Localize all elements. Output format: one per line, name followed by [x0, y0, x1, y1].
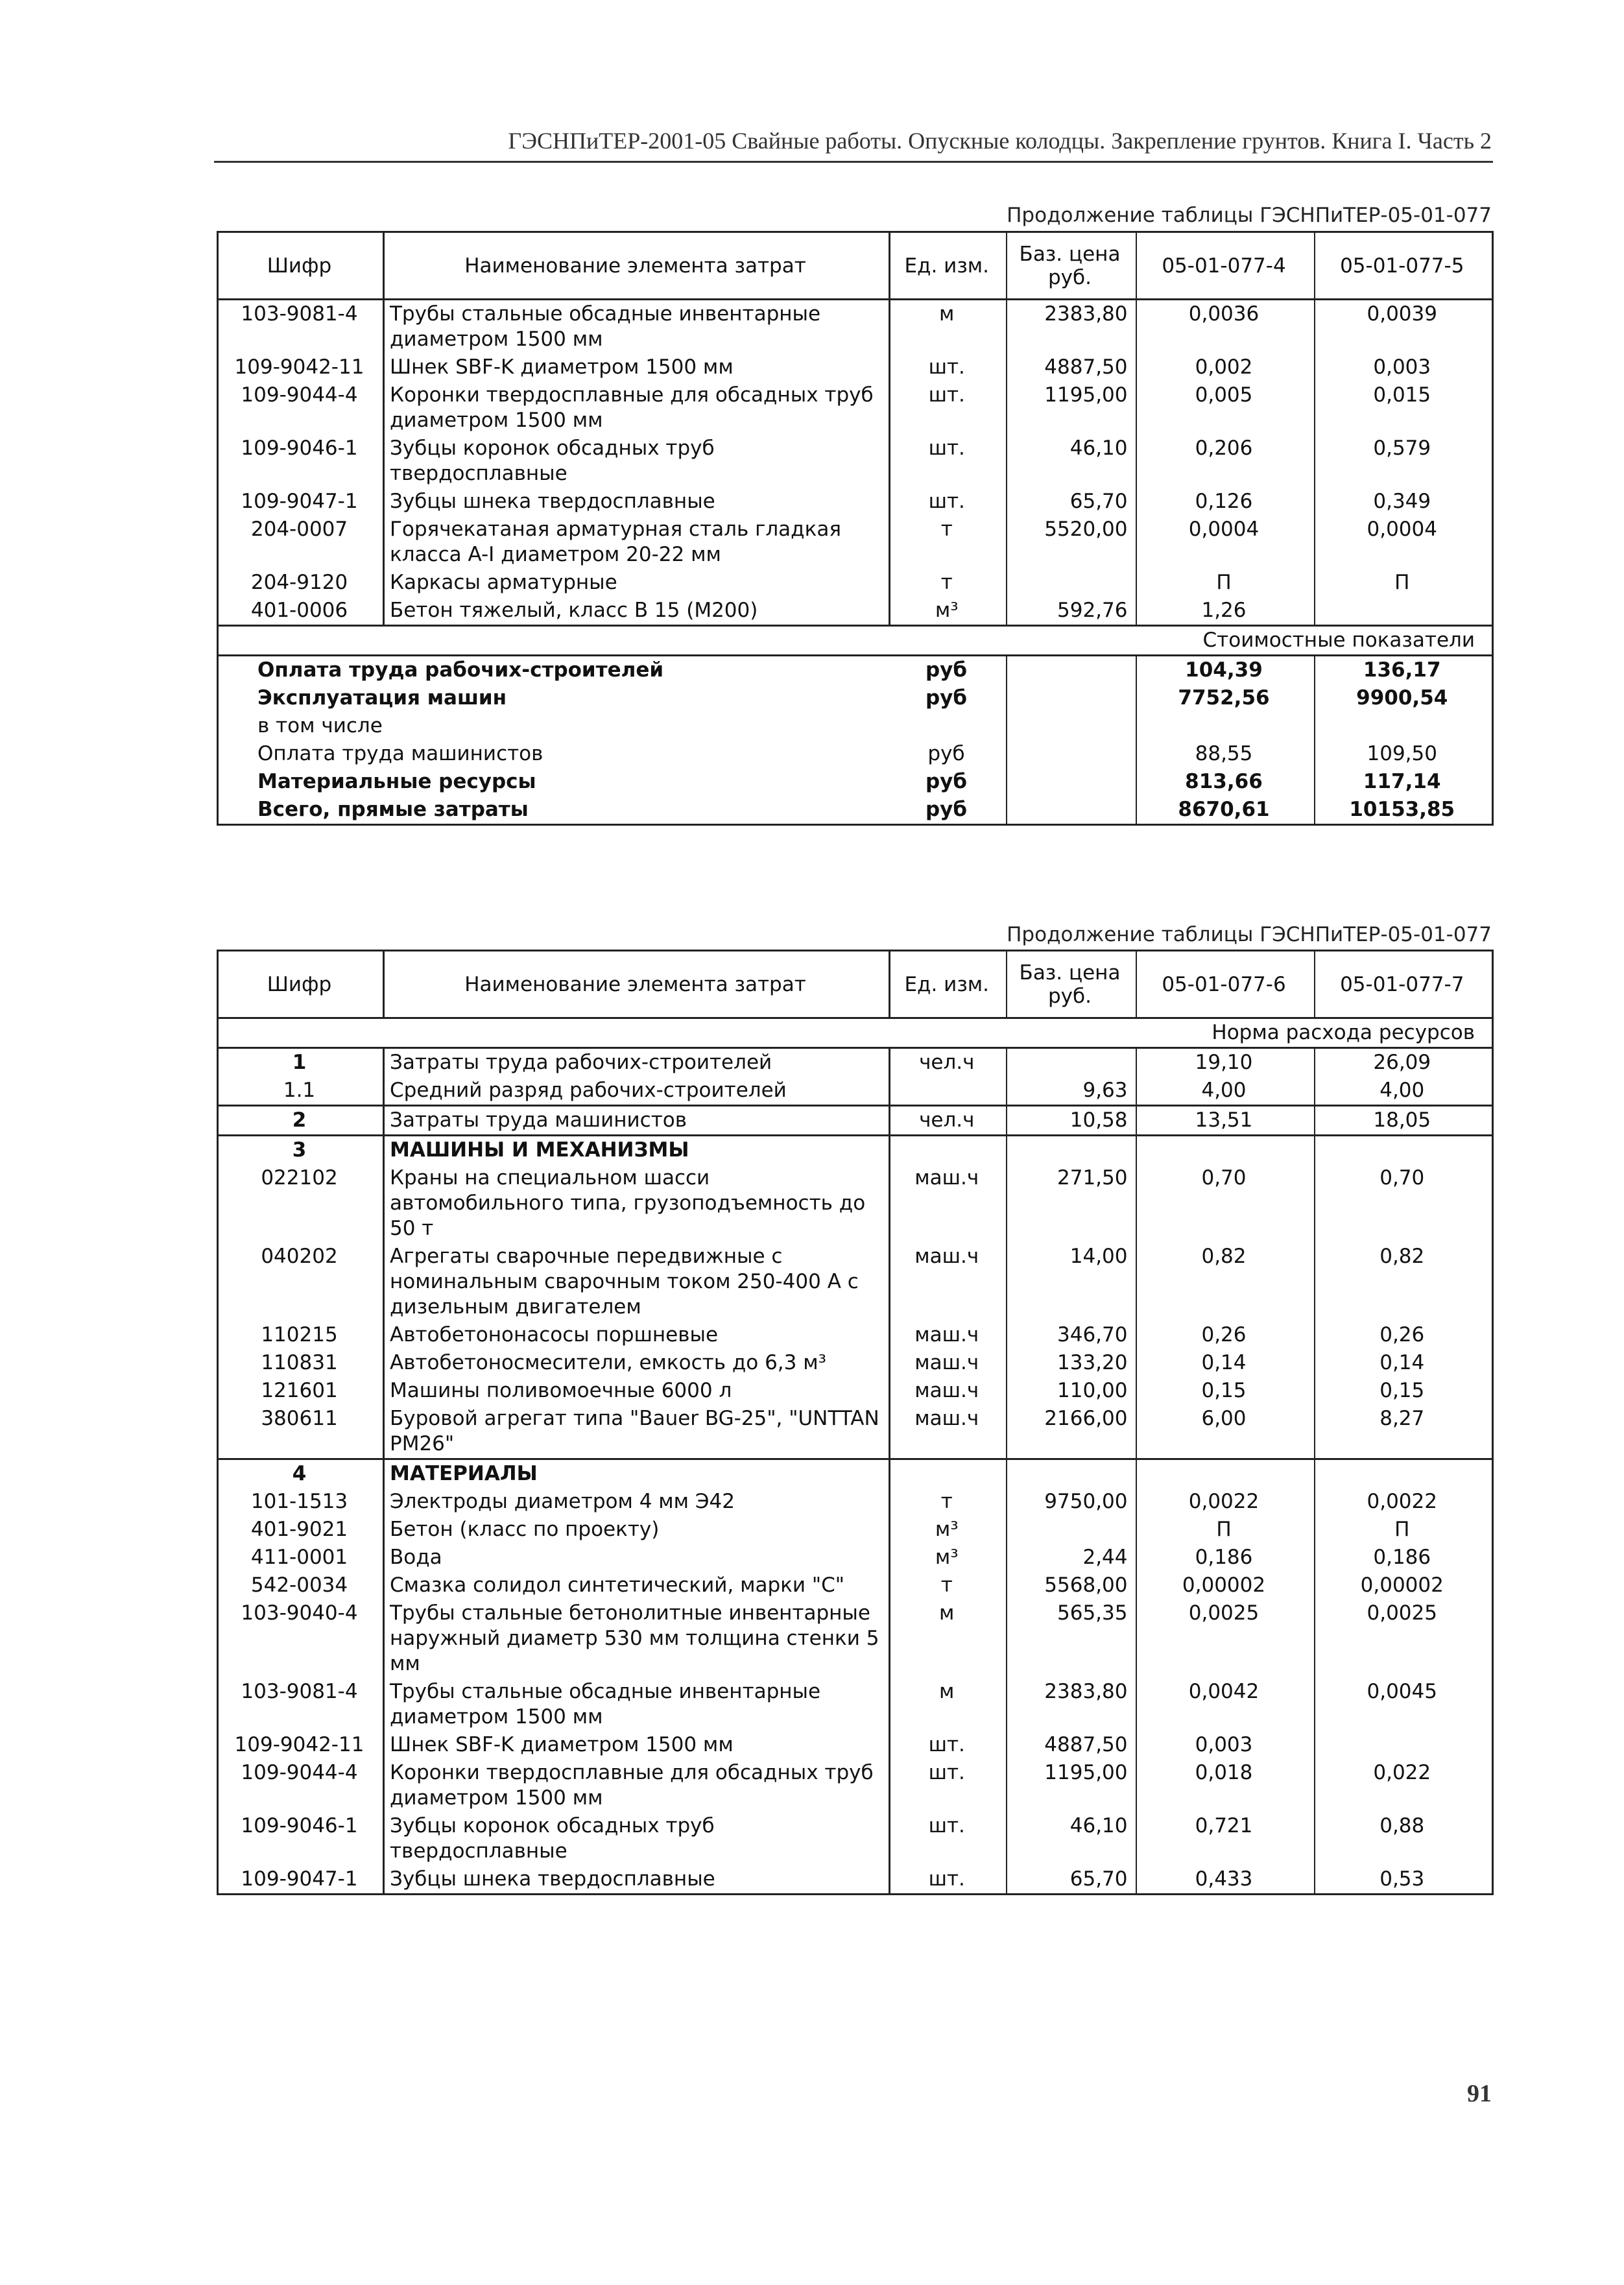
row-value-1: 0,126: [1136, 488, 1315, 516]
row-unit: т: [890, 1572, 1007, 1599]
row-code: 103-9040-4: [218, 1599, 384, 1678]
row-value-2: 0,015: [1315, 381, 1493, 435]
row-unit: маш.ч: [890, 1321, 1007, 1349]
cost-row: [218, 768, 1493, 796]
row-unit: м³: [890, 1516, 1007, 1544]
row-value-1: 13,51: [1136, 1106, 1315, 1136]
row-base-price: 10,58: [1007, 1106, 1136, 1136]
row-base-price: [1007, 1136, 1136, 1165]
row-unit: т: [890, 1488, 1007, 1516]
row-unit: [890, 1077, 1007, 1106]
cost-unit: руб: [890, 768, 1007, 796]
cost-value-1: [1136, 712, 1315, 740]
norm-heading: Норма расхода ресурсов: [218, 1018, 1493, 1048]
row-value-2: 0,0025: [1315, 1599, 1493, 1678]
cost-blank: [1007, 768, 1136, 796]
row-unit: м: [890, 1678, 1007, 1731]
row-base-price: 65,70: [1007, 1865, 1136, 1895]
table2-resources: [217, 950, 1494, 1895]
row-name: Зубцы шнека твердосплавные: [384, 1865, 890, 1895]
table-row: [218, 1106, 1493, 1136]
row-name: Бетон (класс по проекту): [384, 1516, 890, 1544]
row-base-price: 1195,00: [1007, 381, 1136, 435]
row-value-2: 0,82: [1315, 1243, 1493, 1321]
row-name: Затраты труда рабочих-строителей: [384, 1048, 890, 1077]
col-header-norm-5: 05-01-077-5: [1315, 232, 1493, 300]
row-value-2: 0,26: [1315, 1321, 1493, 1349]
row-value-1: 0,15: [1136, 1377, 1315, 1405]
cost-row: [218, 656, 1493, 685]
cost-blank: [1007, 796, 1136, 825]
row-unit: шт.: [890, 353, 1007, 381]
row-code: 109-9042-11: [218, 1731, 384, 1759]
cost-row: [218, 684, 1493, 712]
row-unit: [890, 1459, 1007, 1489]
row-value-1: 0,14: [1136, 1349, 1315, 1377]
row-name: Шнек SBF-K диаметром 1500 мм: [384, 353, 890, 381]
table-row: [218, 1488, 1493, 1516]
row-code: 380611: [218, 1405, 384, 1459]
table-row: [218, 1048, 1493, 1077]
row-value-1: 0,82: [1136, 1243, 1315, 1321]
row-value-2: П: [1315, 569, 1493, 597]
cost-unit: руб: [890, 684, 1007, 712]
row-base-price: 346,70: [1007, 1321, 1136, 1349]
cost-blank: [1007, 740, 1136, 768]
row-value-2: 0,022: [1315, 1759, 1493, 1812]
table-row: [218, 488, 1493, 516]
row-unit: м³: [890, 1544, 1007, 1572]
cost-label: Всего, прямые затраты: [218, 796, 890, 825]
row-unit: шт.: [890, 1865, 1007, 1895]
row-base-price: 4887,50: [1007, 353, 1136, 381]
row-name: Каркасы арматурные: [384, 569, 890, 597]
table-row: [218, 597, 1493, 626]
row-value-2: 0,579: [1315, 435, 1493, 488]
row-base-price: [1007, 569, 1136, 597]
row-code: 1.1: [218, 1077, 384, 1106]
col-header-base-price: Баз. цена руб.: [1007, 232, 1136, 300]
row-code: 2: [218, 1106, 384, 1136]
row-name: Коронки твердосплавные для обсадных труб диаметром 1500 мм: [384, 1759, 890, 1812]
row-unit: м: [890, 300, 1007, 354]
row-name: Трубы стальные бетонолитные инвентарные наружный диаметр 530 мм толщина стенки 5 мм: [384, 1599, 890, 1678]
row-value-2: 0,70: [1315, 1164, 1493, 1243]
row-code: 110215: [218, 1321, 384, 1349]
row-name: Зубцы коронок обсадных труб твердосплавные: [384, 1812, 890, 1865]
table2-continuation-note: Продолжение таблицы ГЭСНПиТЕР-05-01-077: [1007, 923, 1492, 946]
row-base-price: 271,50: [1007, 1164, 1136, 1243]
col-header-norm-6: 05-01-077-6: [1136, 951, 1315, 1018]
cost-value-2: 9900,54: [1315, 684, 1493, 712]
row-value-1: 0,206: [1136, 435, 1315, 488]
running-header: ГЭСНПиТЕР-2001-05 Свайные работы. Опускные колодцы. Закрепление грунтов. Книга I. Часть 2: [508, 128, 1492, 154]
table-row: [218, 1678, 1493, 1731]
cost-value-2: 10153,85: [1315, 796, 1493, 825]
row-name: Автобетононасосы поршневые: [384, 1321, 890, 1349]
cost-unit: руб: [890, 796, 1007, 825]
table1-continuation-note: Продолжение таблицы ГЭСНПиТЕР-05-01-077: [1007, 204, 1492, 227]
col-header-code: Шифр: [218, 951, 384, 1018]
table-row: [218, 1405, 1493, 1459]
row-name: Буровой агрегат типа "Bauer BG-25", "UNTTAN PM26": [384, 1405, 890, 1459]
row-value-1: 0,0004: [1136, 516, 1315, 569]
table-row: [218, 1164, 1493, 1243]
row-unit: маш.ч: [890, 1164, 1007, 1243]
row-base-price: 46,10: [1007, 435, 1136, 488]
row-value-1: 6,00: [1136, 1405, 1315, 1459]
row-code: 103-9081-4: [218, 1678, 384, 1731]
row-code: 109-9047-1: [218, 1865, 384, 1895]
row-code: 109-9044-4: [218, 1759, 384, 1812]
row-name: Смазка солидол синтетический, марки "С": [384, 1572, 890, 1599]
row-code: 110831: [218, 1349, 384, 1377]
row-value-1: 0,0036: [1136, 300, 1315, 354]
cost-value-1: 813,66: [1136, 768, 1315, 796]
row-base-price: 2383,80: [1007, 1678, 1136, 1731]
row-value-2: 0,186: [1315, 1544, 1493, 1572]
table-row: [218, 1377, 1493, 1405]
row-value-2: 0,349: [1315, 488, 1493, 516]
row-value-2: 0,00002: [1315, 1572, 1493, 1599]
page-number: 91: [1467, 2080, 1492, 2107]
row-value-1: 19,10: [1136, 1048, 1315, 1077]
row-unit: т: [890, 516, 1007, 569]
col-header-norm-7: 05-01-077-7: [1315, 951, 1493, 1018]
row-value-1: 0,002: [1136, 353, 1315, 381]
row-value-2: 0,14: [1315, 1349, 1493, 1377]
row-unit: м: [890, 1599, 1007, 1678]
row-base-price: [1007, 1048, 1136, 1077]
header-rule: [214, 161, 1493, 163]
row-unit: шт.: [890, 1812, 1007, 1865]
row-code: 040202: [218, 1243, 384, 1321]
cost-value-1: 88,55: [1136, 740, 1315, 768]
row-base-price: 565,35: [1007, 1599, 1136, 1678]
row-value-1: П: [1136, 1516, 1315, 1544]
row-name: Затраты труда машинистов: [384, 1106, 890, 1136]
cost-row: [218, 712, 1493, 740]
row-code: 101-1513: [218, 1488, 384, 1516]
row-base-price: [1007, 1516, 1136, 1544]
row-value-2: 0,15: [1315, 1377, 1493, 1405]
row-name: Машины поливомоечные 6000 л: [384, 1377, 890, 1405]
row-base-price: 9,63: [1007, 1077, 1136, 1106]
cost-label: в том числе: [218, 712, 890, 740]
row-value-2: [1315, 1459, 1493, 1489]
col-header-norm-4: 05-01-077-4: [1136, 232, 1315, 300]
table-row: [218, 1812, 1493, 1865]
row-value-2: П: [1315, 1516, 1493, 1544]
row-value-2: 0,003: [1315, 353, 1493, 381]
cost-value-2: [1315, 712, 1493, 740]
row-base-price: 9750,00: [1007, 1488, 1136, 1516]
row-name: Краны на специальном шасси автомобильного типа, грузоподъемность до 50 т: [384, 1164, 890, 1243]
table-row: [218, 353, 1493, 381]
row-base-price: 14,00: [1007, 1243, 1136, 1321]
row-name: Зубцы коронок обсадных труб твердосплавные: [384, 435, 890, 488]
row-unit: шт.: [890, 1759, 1007, 1812]
row-value-2: 0,0039: [1315, 300, 1493, 354]
cost-value-2: 117,14: [1315, 768, 1493, 796]
row-name: Бетон тяжелый, класс В 15 (М200): [384, 597, 890, 626]
row-value-2: 0,53: [1315, 1865, 1493, 1895]
row-value-1: 0,186: [1136, 1544, 1315, 1572]
table-row: [218, 1599, 1493, 1678]
row-name: Агрегаты сварочные передвижные с номинальным сварочным током 250-400 А с дизельным двигателем: [384, 1243, 890, 1321]
row-code: 411-0001: [218, 1544, 384, 1572]
cost-row: [218, 740, 1493, 768]
table-row: [218, 1544, 1493, 1572]
row-code: 109-9046-1: [218, 435, 384, 488]
row-unit: чел.ч: [890, 1048, 1007, 1077]
cost-value-1: 8670,61: [1136, 796, 1315, 825]
row-name: Шнек SBF-K диаметром 1500 мм: [384, 1731, 890, 1759]
cost-unit: руб: [890, 740, 1007, 768]
table-row: [218, 300, 1493, 354]
cost-value-1: 104,39: [1136, 656, 1315, 685]
row-name: МАТЕРИАЛЫ: [384, 1459, 890, 1489]
cost-value-2: 136,17: [1315, 656, 1493, 685]
row-unit: м³: [890, 597, 1007, 626]
cost-label: Эксплуатация машин: [218, 684, 890, 712]
cost-label: Материальные ресурсы: [218, 768, 890, 796]
col-header-name: Наименование элемента затрат: [384, 951, 890, 1018]
cost-blank: [1007, 712, 1136, 740]
row-value-2: [1315, 597, 1493, 626]
row-unit: чел.ч: [890, 1106, 1007, 1136]
row-unit: [890, 1136, 1007, 1165]
row-value-1: 0,0022: [1136, 1488, 1315, 1516]
row-unit: маш.ч: [890, 1377, 1007, 1405]
table-row: [218, 1077, 1493, 1106]
row-base-price: 110,00: [1007, 1377, 1136, 1405]
row-value-2: 18,05: [1315, 1106, 1493, 1136]
col-header-name: Наименование элемента затрат: [384, 232, 890, 300]
row-unit: маш.ч: [890, 1405, 1007, 1459]
table-row: [218, 1759, 1493, 1812]
row-name: Зубцы шнека твердосплавные: [384, 488, 890, 516]
row-value-2: 4,00: [1315, 1077, 1493, 1106]
row-unit: шт.: [890, 435, 1007, 488]
cost-unit: руб: [890, 656, 1007, 685]
row-code: 401-0006: [218, 597, 384, 626]
row-code: 109-9042-11: [218, 353, 384, 381]
row-name: Горячекатаная арматурная сталь гладкая класса A-I диаметром 20-22 мм: [384, 516, 890, 569]
row-base-price: 5520,00: [1007, 516, 1136, 569]
row-unit: шт.: [890, 381, 1007, 435]
row-value-1: 0,26: [1136, 1321, 1315, 1349]
row-value-2: 0,0022: [1315, 1488, 1493, 1516]
table-row: [218, 435, 1493, 488]
row-value-2: [1315, 1136, 1493, 1165]
row-value-1: [1136, 1136, 1315, 1165]
row-code: 204-9120: [218, 569, 384, 597]
section-row: [218, 1459, 1493, 1489]
row-value-1: 0,005: [1136, 381, 1315, 435]
row-unit: шт.: [890, 488, 1007, 516]
row-value-1: 1,26: [1136, 597, 1315, 626]
row-value-1: [1136, 1459, 1315, 1489]
row-base-price: 46,10: [1007, 1812, 1136, 1865]
row-unit: шт.: [890, 1731, 1007, 1759]
cost-value-1: 7752,56: [1136, 684, 1315, 712]
cost-label: Оплата труда машинистов: [218, 740, 890, 768]
row-value-2: 0,0045: [1315, 1678, 1493, 1731]
row-value-2: 8,27: [1315, 1405, 1493, 1459]
row-base-price: [1007, 1459, 1136, 1489]
col-header-code: Шифр: [218, 232, 384, 300]
row-value-1: 0,0025: [1136, 1599, 1315, 1678]
row-name: Коронки твердосплавные для обсадных труб диаметром 1500 мм: [384, 381, 890, 435]
row-value-1: 0,721: [1136, 1812, 1315, 1865]
row-base-price: 1195,00: [1007, 1759, 1136, 1812]
row-code: 109-9046-1: [218, 1812, 384, 1865]
table-row: [218, 1516, 1493, 1544]
row-code: 121601: [218, 1377, 384, 1405]
row-value-2: 0,88: [1315, 1812, 1493, 1865]
cost-label: Оплата труда рабочих-строителей: [218, 656, 890, 685]
row-base-price: 592,76: [1007, 597, 1136, 626]
cost-blank: [1007, 656, 1136, 685]
cost-indicators-heading: Стоимостные показатели: [218, 626, 1493, 656]
row-value-1: 0,00002: [1136, 1572, 1315, 1599]
table-row: [218, 1865, 1493, 1895]
table-row: [218, 1243, 1493, 1321]
row-base-price: 2,44: [1007, 1544, 1136, 1572]
cost-value-2: 109,50: [1315, 740, 1493, 768]
row-value-1: 0,018: [1136, 1759, 1315, 1812]
table-row: [218, 569, 1493, 597]
section-row: [218, 1136, 1493, 1165]
table-row: [218, 516, 1493, 569]
col-header-unit: Ед. изм.: [890, 951, 1007, 1018]
table-row: [218, 1349, 1493, 1377]
table-row: [218, 1321, 1493, 1349]
row-code: 022102: [218, 1164, 384, 1243]
row-name: Вода: [384, 1544, 890, 1572]
table-row: [218, 381, 1493, 435]
row-unit: маш.ч: [890, 1349, 1007, 1377]
cost-row: [218, 796, 1493, 825]
row-code: 109-9047-1: [218, 488, 384, 516]
row-name: Электроды диаметром 4 мм Э42: [384, 1488, 890, 1516]
row-value-1: 0,003: [1136, 1731, 1315, 1759]
table-row: [218, 1731, 1493, 1759]
col-header-base-price: Баз. цена руб.: [1007, 951, 1136, 1018]
row-value-1: 0,0042: [1136, 1678, 1315, 1731]
row-code: 4: [218, 1459, 384, 1489]
row-base-price: 133,20: [1007, 1349, 1136, 1377]
row-code: 401-9021: [218, 1516, 384, 1544]
row-name: Средний разряд рабочих-строителей: [384, 1077, 890, 1106]
row-code: 103-9081-4: [218, 300, 384, 354]
row-name: МАШИНЫ И МЕХАНИЗМЫ: [384, 1136, 890, 1165]
row-base-price: 2166,00: [1007, 1405, 1136, 1459]
row-value-1: 0,433: [1136, 1865, 1315, 1895]
row-base-price: 5568,00: [1007, 1572, 1136, 1599]
col-header-unit: Ед. изм.: [890, 232, 1007, 300]
row-value-2: [1315, 1731, 1493, 1759]
row-value-1: П: [1136, 569, 1315, 597]
row-name: Автобетоносмесители, емкость до 6,3 м³: [384, 1349, 890, 1377]
row-base-price: 2383,80: [1007, 300, 1136, 354]
row-code: 1: [218, 1048, 384, 1077]
row-base-price: 65,70: [1007, 488, 1136, 516]
cost-unit: [890, 712, 1007, 740]
table1-resources: [217, 231, 1494, 826]
row-code: 109-9044-4: [218, 381, 384, 435]
row-unit: маш.ч: [890, 1243, 1007, 1321]
table-row: [218, 1572, 1493, 1599]
row-name: Трубы стальные обсадные инвентарные диаметром 1500 мм: [384, 300, 890, 354]
row-code: 542-0034: [218, 1572, 384, 1599]
row-value-1: 0,70: [1136, 1164, 1315, 1243]
row-value-2: 0,0004: [1315, 516, 1493, 569]
row-code: 3: [218, 1136, 384, 1165]
row-value-1: 4,00: [1136, 1077, 1315, 1106]
cost-blank: [1007, 684, 1136, 712]
row-name: Трубы стальные обсадные инвентарные диаметром 1500 мм: [384, 1678, 890, 1731]
row-code: 204-0007: [218, 516, 384, 569]
row-value-2: 26,09: [1315, 1048, 1493, 1077]
row-base-price: 4887,50: [1007, 1731, 1136, 1759]
row-unit: т: [890, 569, 1007, 597]
